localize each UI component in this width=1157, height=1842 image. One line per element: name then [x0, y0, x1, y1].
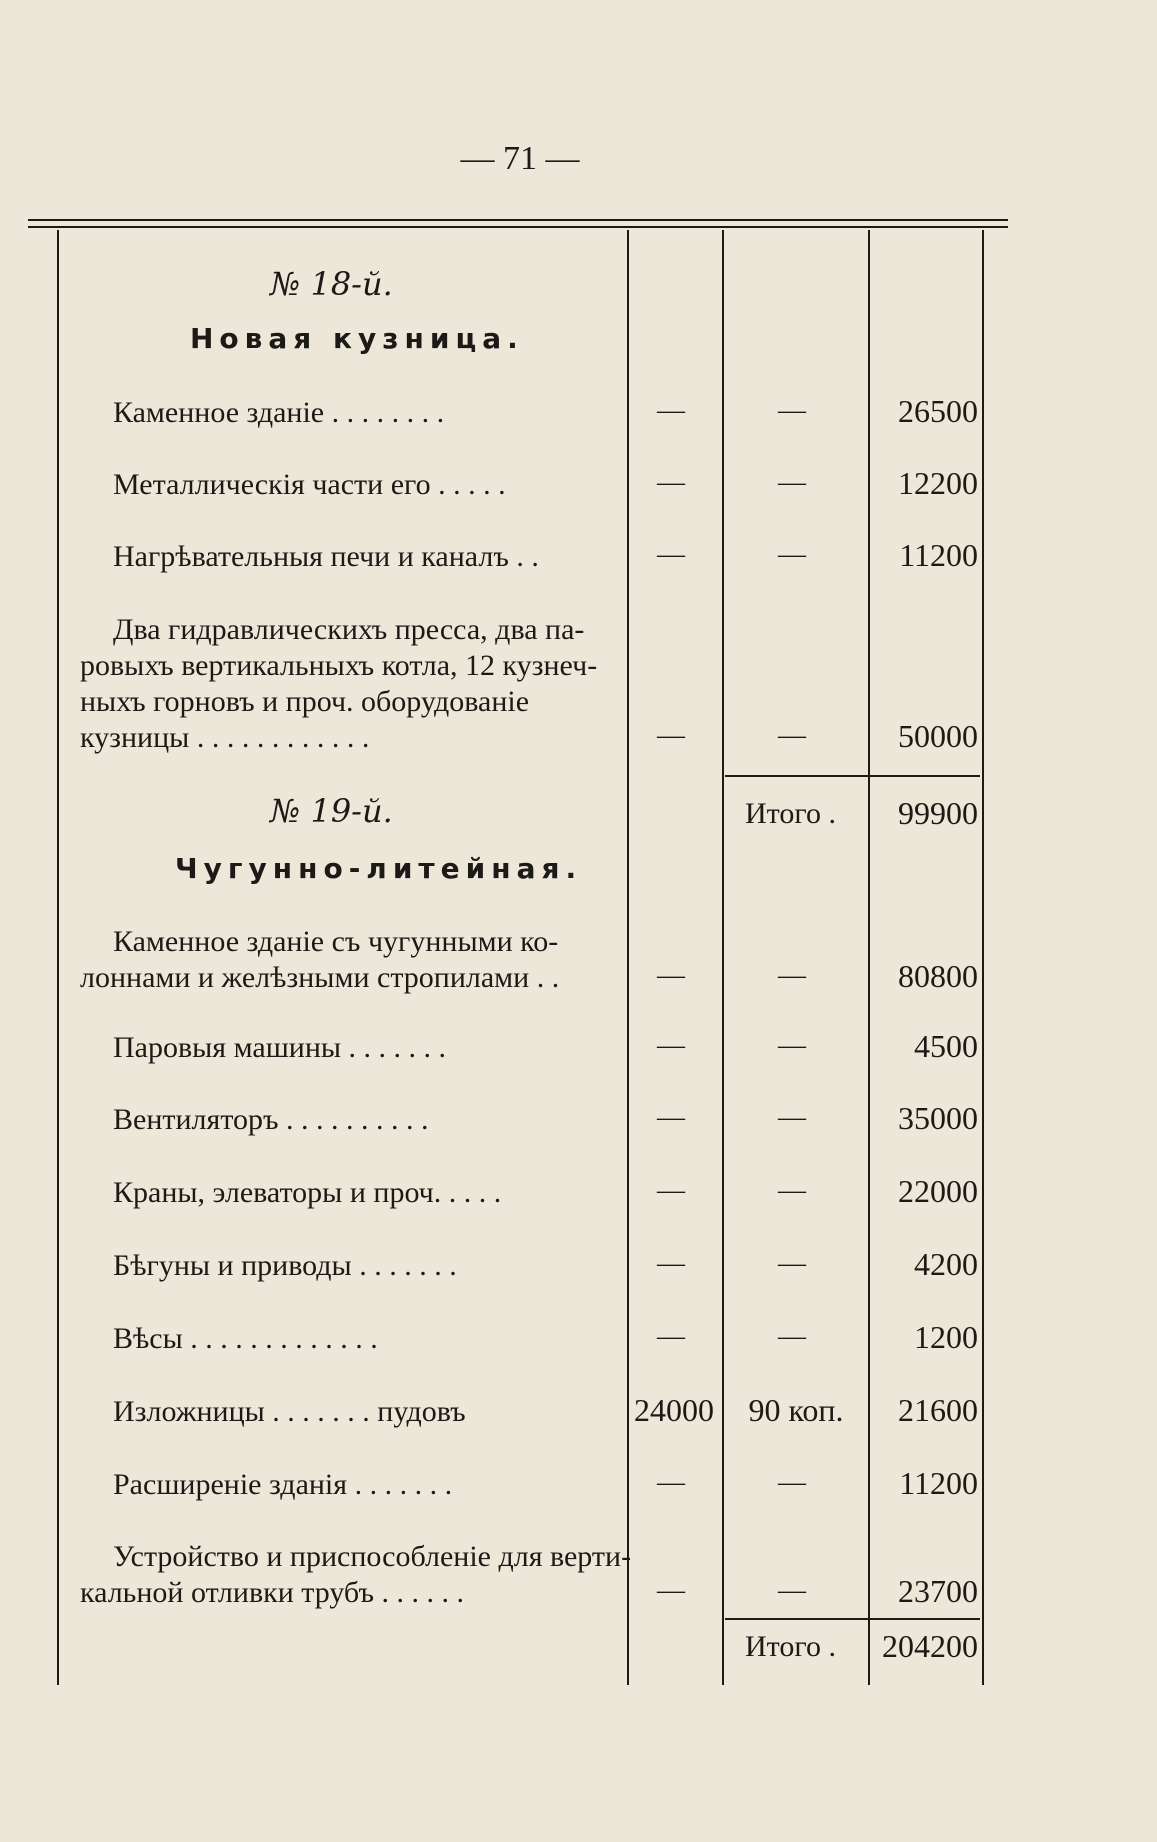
row-dash: — [778, 720, 806, 751]
row-dash: — [657, 1321, 685, 1352]
table-row-label-line: ныхъ горновъ и проч. оборудованіе [80, 685, 530, 718]
table-left-border [57, 230, 59, 1685]
total-label: Итого . [745, 1630, 836, 1663]
table-row-label: Изложницы . . . . . . . пудовъ [113, 1395, 466, 1428]
row-dash: — [657, 1102, 685, 1133]
row-dash: — [778, 960, 806, 991]
row-amount: 23700 [898, 1573, 978, 1609]
table-row-label-line: Устройство и приспособленіе для верти- [113, 1540, 632, 1573]
row-dash: — [778, 1575, 806, 1606]
row-dash: — [778, 1467, 806, 1498]
row-amount: 22000 [898, 1173, 978, 1209]
table-row-label: Вѣсы . . . . . . . . . . . . . [113, 1322, 378, 1355]
row-dash: — [657, 395, 685, 426]
row-dash: — [778, 395, 806, 426]
table-row-label-line: ровыхъ вертикальныхъ котла, 12 кузнеч- [80, 649, 598, 682]
row-amount: 4200 [914, 1246, 978, 1282]
row-amount: 11200 [899, 537, 978, 573]
table-row-label-line: кальной отливки трубъ . . . . . . [80, 1576, 464, 1609]
table-row-label: Каменное зданіе . . . . . . . . [113, 396, 445, 429]
row-amount: 11200 [899, 1465, 978, 1501]
total-rule [725, 775, 980, 777]
row-dash: — [778, 1321, 806, 1352]
row-amount: 1200 [914, 1319, 978, 1355]
column-divider-2 [722, 230, 724, 1685]
table-right-border [982, 230, 984, 1685]
section-18-number: № 18-й. [270, 265, 393, 303]
row-dash: — [657, 960, 685, 991]
table-row-label-line: кузницы . . . . . . . . . . . . [80, 721, 370, 754]
row-dash: — [657, 720, 685, 751]
row-amount: 21600 [898, 1392, 978, 1428]
section-18-total: 99900 [898, 795, 978, 831]
row-dash: — [778, 539, 806, 570]
row-dash: — [657, 1575, 685, 1606]
table-row-label-line: Каменное зданіе съ чугунными ко- [113, 925, 559, 958]
row-dash: — [657, 1175, 685, 1206]
row-dash: — [778, 1175, 806, 1206]
row-dash: — [778, 1248, 806, 1279]
section-19-title: Чугунно-литейная. [175, 852, 583, 885]
row-amount: 12200 [898, 465, 978, 501]
row-dash: — [778, 1102, 806, 1133]
section-19-number: № 19-й. [270, 792, 393, 830]
table-row-label: Вентиляторъ . . . . . . . . . . [113, 1103, 429, 1136]
row-amount: 35000 [898, 1100, 978, 1136]
top-rule-thin [28, 226, 1008, 228]
row-unit-price: 90 коп. [748, 1392, 844, 1428]
table-row-label: Паровыя машины . . . . . . . [113, 1031, 447, 1064]
row-amount: 80800 [898, 958, 978, 994]
table-row-label: Расширеніе зданія . . . . . . . [113, 1468, 453, 1501]
table-row-label: Бѣгуны и приводы . . . . . . . [113, 1249, 457, 1282]
row-dash: — [657, 467, 685, 498]
row-dash: — [657, 1248, 685, 1279]
total-rule [725, 1618, 980, 1620]
row-dash: — [778, 467, 806, 498]
section-18-title: Новая кузница. [190, 322, 524, 355]
table-row-label: Краны, элеваторы и проч. . . . . [113, 1176, 502, 1209]
top-rule [28, 219, 1008, 221]
row-dash: — [657, 1030, 685, 1061]
table-row-label: Металлическія части его . . . . . [113, 468, 506, 501]
table-row-label: Нагрѣвательныя печи и каналъ . . [113, 540, 539, 573]
row-dash: — [778, 1030, 806, 1061]
row-dash: — [657, 539, 685, 570]
row-amount: 26500 [898, 393, 978, 429]
section-19-total: 204200 [882, 1628, 978, 1664]
table-row-label-line: лоннами и желѣзными стропилами . . [80, 961, 560, 994]
page-number: — 71 — [460, 140, 580, 177]
row-dash: — [657, 1467, 685, 1498]
column-divider-1 [627, 230, 629, 1685]
table-row-label-line: Два гидравлическихъ пресса, два па- [113, 613, 585, 646]
total-label: Итого . [745, 797, 836, 830]
row-amount: 4500 [914, 1028, 978, 1064]
row-amount: 50000 [898, 718, 978, 754]
row-quantity: 24000 [634, 1392, 714, 1428]
